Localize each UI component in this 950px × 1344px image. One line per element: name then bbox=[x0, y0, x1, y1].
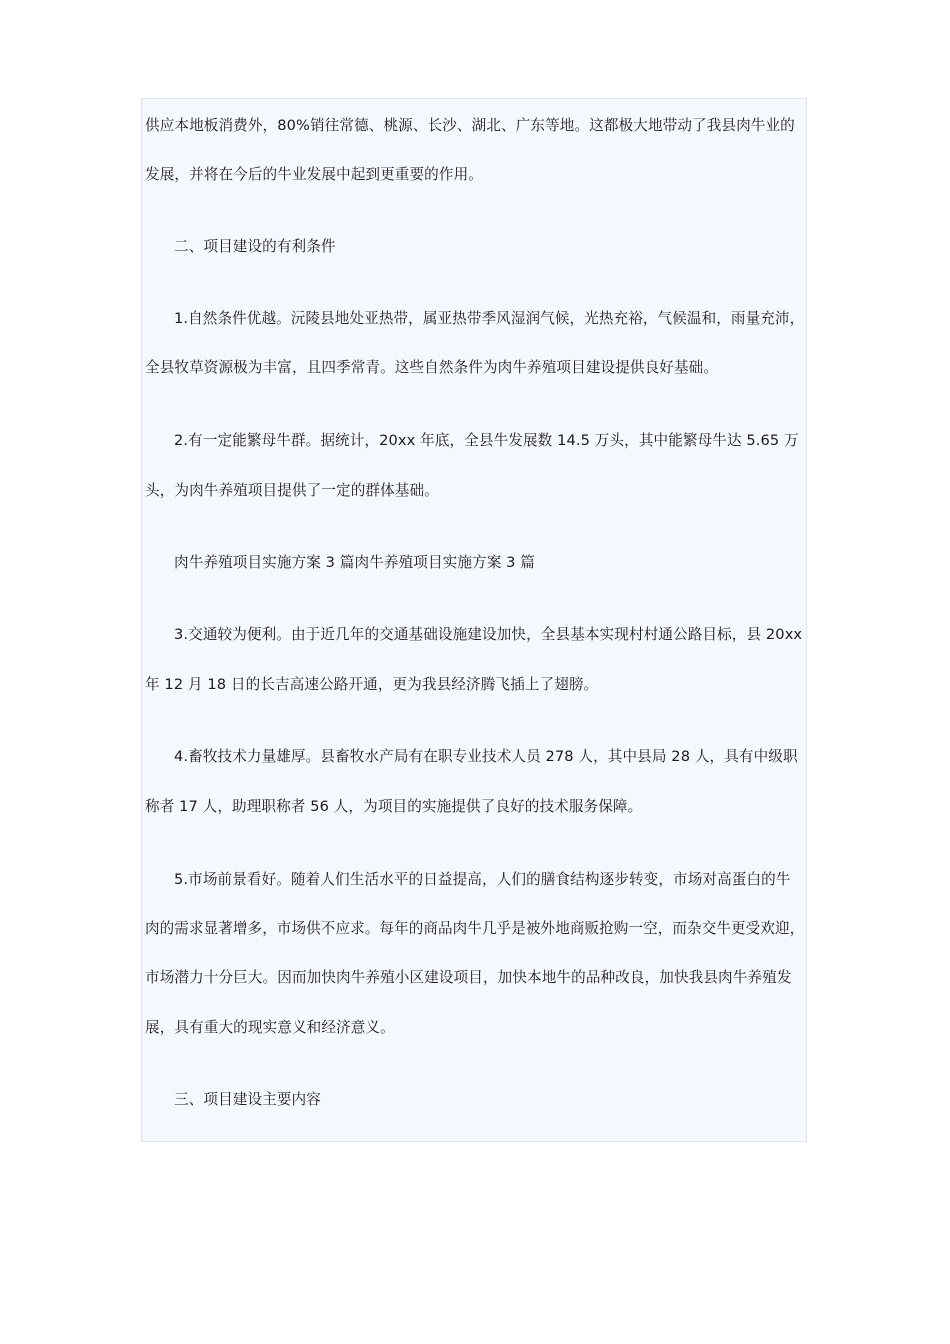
paragraph-line: 发展，并将在今后的牛业发展中起到更重要的作用。 bbox=[145, 166, 483, 183]
paragraph-line: 3.交通较为便利。由于近几年的交通基础设施建设加快，全县基本实现村村通公路目标，县 20xx bbox=[174, 626, 803, 643]
document-page bbox=[141, 98, 807, 1142]
section-heading: 三、项目建设主要内容 bbox=[174, 1091, 321, 1108]
paragraph-line: 全县牧草资源极为丰富，且四季常青。这些自然条件为肉牛养殖项目建设提供良好基础。 bbox=[145, 359, 719, 376]
paragraph-line: 年 12 月 18 日的长吉高速公路开通，更为我县经济腾飞插上了翅膀。 bbox=[145, 676, 599, 693]
paragraph-line: 供应本地板消费外，80%销往常德、桃源、长沙、湖北、广东等地。这都极大地带动了我县肉牛业的 bbox=[145, 117, 795, 134]
paragraph-line: 2.有一定能繁母牛群。据统计，20xx 年底，全县牛发展数 14.5 万头，其中能繁母牛达 5.65 万 bbox=[174, 432, 799, 449]
paragraph-line: 市场潜力十分巨大。因而加快肉牛养殖小区建设项目，加快本地牛的品种改良，加快我县肉牛养殖发 bbox=[145, 969, 792, 986]
paragraph-line: 展，具有重大的现实意义和经济意义。 bbox=[145, 1019, 395, 1036]
section-heading: 二、项目建设的有利条件 bbox=[174, 238, 336, 255]
paragraph-line: 5.市场前景看好。随着人们生活水平的日益提高，人们的膳食结构逐步转变，市场对高蛋白的牛 bbox=[174, 871, 791, 888]
paragraph-line: 头，为肉牛养殖项目提供了一定的群体基础。 bbox=[145, 482, 439, 499]
paragraph-line: 肉的需求显著增多，市场供不应求。每年的商品肉牛几乎是被外地商贩抢购一空，而杂交牛更受欢迎， bbox=[145, 920, 805, 937]
paragraph-line: 称者 17 人，助理职称者 56 人，为项目的实施提供了良好的技术服务保障。 bbox=[145, 798, 643, 815]
paragraph-line: 4.畜牧技术力量雄厚。县畜牧水产局有在职专业技术人员 278 人，其中县局 28 人，具有中级职 bbox=[174, 748, 798, 765]
paragraph-line: 肉牛养殖项目实施方案 3 篇肉牛养殖项目实施方案 3 篇 bbox=[174, 554, 535, 571]
paragraph-line: 1.自然条件优越。沅陵县地处亚热带，属亚热带季风湿润气候，光热充裕，气候温和，雨量充沛， bbox=[174, 310, 805, 327]
